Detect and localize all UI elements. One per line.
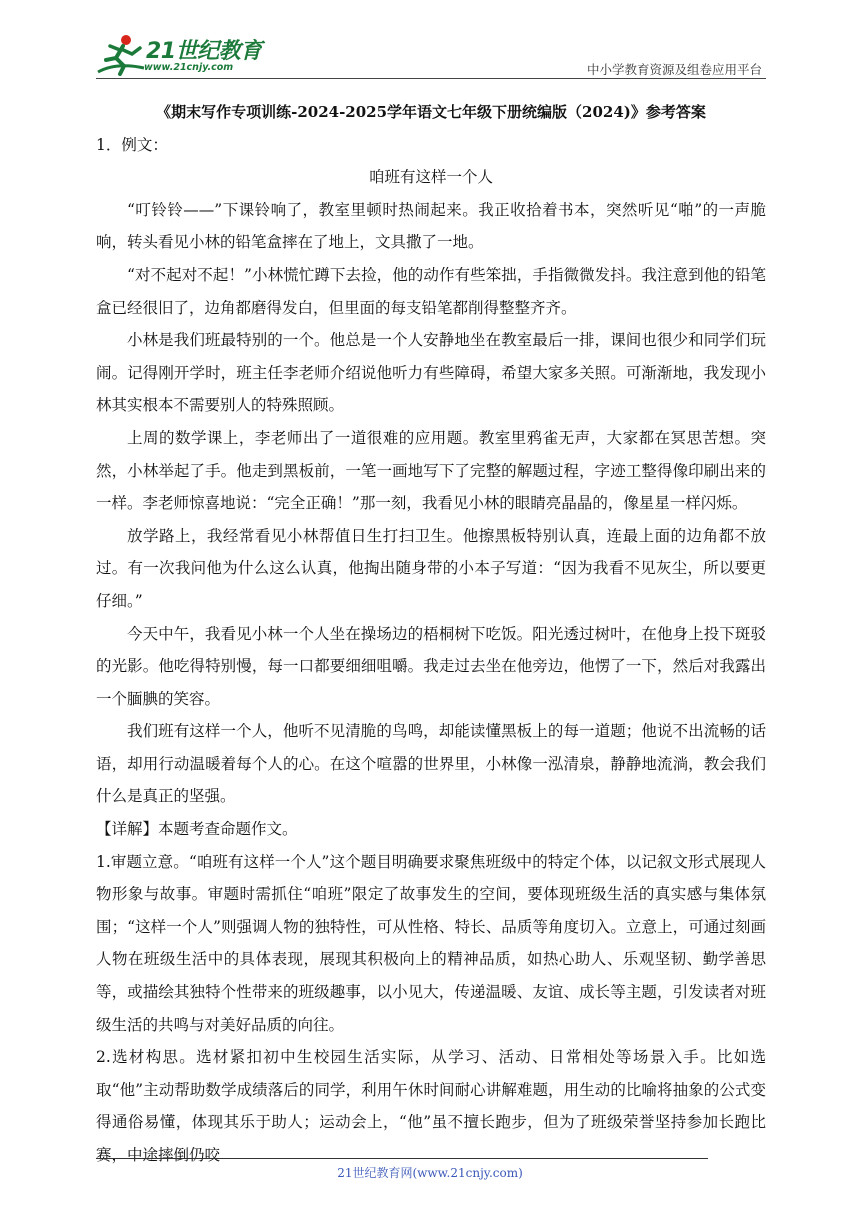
essay-paragraph: 今天中午，我看见小林一个人坐在操场边的梧桐树下吃饭。阳光透过树叶，在他身上投下斑驳的光影。他吃得特别慢，每一口都要细细咀嚼。我走过去坐在他旁边，他愣了一下，然后对我露出一个腼腆的笑容。 bbox=[96, 624, 766, 708]
essay-paragraph: 我们班有这样一个人，他听不见清脆的鸟鸣，却能读懂黑板上的每一道题；他说不出流畅的话语，却用行动温暖着每个人的心。在这个喧嚣的世界里，小林像一泓清泉，静静地流淌，教会我们什么是真正的坚强。 bbox=[96, 722, 766, 806]
runner-logo-icon bbox=[96, 32, 148, 78]
question-label: 1．例文： bbox=[96, 135, 168, 154]
logo-url-text: www.21cnjy.com bbox=[144, 62, 234, 73]
analysis-paragraph: 2.选材构思。选材紧扣初中生校园生活实际，从学习、活动、日常相处等场景入手。比如选取“他”主动帮助数学成绩落后的同学，利用午休时间耐心讲解难题，用生动的比喻将抽象的公式变得通俗易懂，体现其乐于助人；运动会上，“他”虽不擅长跑步，但为了班级荣誉坚持参加长跑比赛，中途摔倒仍咬 bbox=[96, 1048, 766, 1164]
answer-document bbox=[96, 96, 766, 1172]
essay-paragraph: 上周的数学课上，李老师出了一道很难的应用题。教室里鸦雀无声，大家都在冥思苦想。突然，小林举起了手。他走到黑板前，一笔一画地写下了完整的解题过程，字迹工整得像印刷出来的一样。李老师惊喜地说：“完全正确！”那一刻，我看见小林的眼睛亮晶晶的，像星星一样闪烁。 bbox=[96, 428, 766, 513]
logo-brand-text: 21世纪教育 bbox=[146, 39, 262, 64]
header-divider bbox=[96, 78, 766, 79]
essay-title: 咱班有这样一个人 bbox=[368, 168, 493, 187]
analysis-label: 【详解】本题考查命题作文。 bbox=[96, 820, 298, 839]
essay-paragraph: 放学路上，我经常看见小林帮值日生打扫卫生。他擦黑板特别认真，连最上面的边角都不放过。有一次我问他为什么这么认真，他掏出随身带的小本子写道：“因为我看不见灰尘，所以要更仔细。” bbox=[96, 526, 766, 610]
essay-paragraph: 小林是我们班最特别的一个。他总是一个人安静地坐在教室最后一排，课间也很少和同学们玩闹。记得刚开学时，班主任李老师介绍说他听力有些障碍，希望大家多关照。可渐渐地，我发现小林其实根本不需要别人的特殊照顾。 bbox=[96, 331, 766, 415]
footer-divider bbox=[96, 1158, 708, 1159]
essay-paragraph: “对不起对不起！”小林慌忙蹲下去捡，他的动作有些笨拙，手指微微发抖。我注意到他的铅笔盒已经很旧了，边角都磨得发白，但里面的每支铅笔都削得整整齐齐。 bbox=[96, 265, 766, 317]
analysis-paragraph: 1.审题立意。“咱班有这样一个人”这个题目明确要求聚焦班级中的特定个体，以记叙文形式展现人物形象与故事。审题时需抓住“咱班”限定了故事发生的空间，要体现班级生活的真实感与集体氛围；“这样一个人”则强调人物的独特性，可从性格、特长、品质等角度切入。立意上，可通过刻画人物在班级生活中的具体表现，展现其积极向上的精神品质，如热心助人、乐观坚韧、勤学善思等，或描绘其独特个性带来的班级趣事，以小见大，传递温暖、友谊、成长等主题，引发读者对班级生活的共鸣与对美好品质的向往。 bbox=[96, 852, 766, 1034]
document-title: 《期末写作专项训练-2024-2025学年语文七年级下册统编版（2024)》参考答案 bbox=[156, 103, 706, 121]
page-header bbox=[96, 30, 766, 80]
platform-name: 中小学教育资源及组卷应用平台 bbox=[586, 62, 762, 77]
essay-paragraph: “叮铃铃——”下课铃响了，教室里顿时热闹起来。我正收拾着书本，突然听见“啪”的一声脆响，转头看见小林的铅笔盒摔在了地上，文具撒了一地。 bbox=[96, 200, 766, 252]
site-logo[interactable] bbox=[96, 32, 266, 78]
page-footer[interactable]: 21世纪教育网(www.21cnjy.com) bbox=[337, 1166, 523, 1180]
